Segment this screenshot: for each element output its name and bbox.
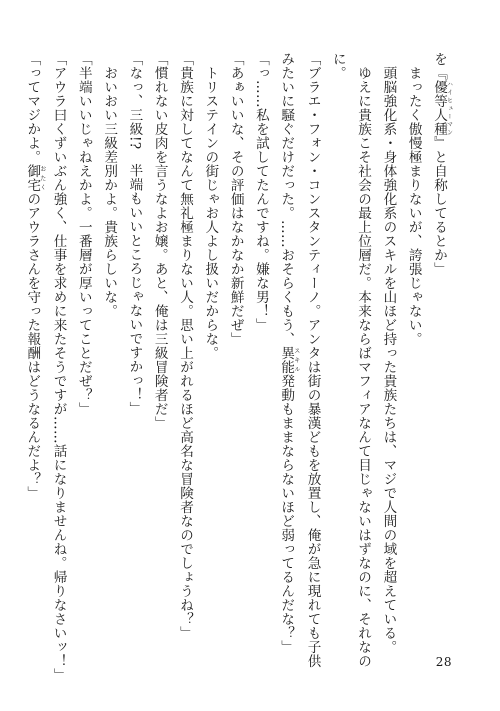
text-line bbox=[325, 52, 350, 612]
text-segment: 「ってマジかよ。 bbox=[24, 52, 41, 164]
text-line bbox=[197, 52, 222, 612]
text-segment: 発動もままならないほど弱ってるんだな？」 bbox=[278, 374, 295, 654]
text-line bbox=[172, 52, 197, 640]
text-line bbox=[248, 52, 273, 612]
text-segment: おいおい三級差別かよ。貴族らしいな。 bbox=[101, 52, 118, 318]
text-line bbox=[426, 52, 452, 612]
text-line bbox=[299, 52, 324, 668]
text-segment: トリステインの街じゃお人よし扱いだからな。 bbox=[202, 52, 219, 360]
text-line bbox=[71, 52, 96, 612]
text-segment: ゆえに貴族こそ社会の最上位層だ。本来ならばマフィアなんて目じゃないはずなのに、それなの bbox=[355, 52, 372, 668]
text-segment: のアウラさんを守った報酬はどうなるんだよ？」 bbox=[24, 192, 41, 500]
text-line bbox=[96, 52, 121, 612]
text-line bbox=[222, 52, 247, 612]
text-segment: 「あぁいいな、その評価はなかなか新鮮だぜ」 bbox=[227, 52, 244, 346]
text-segment: 「貴族に対してなんて無礼極まりない人。思い上がれるほど高名な冒険者なのでしょうね？」 bbox=[177, 52, 194, 640]
page-number: 28 bbox=[435, 655, 452, 669]
text-segment: 「ブラエ・フォン・コンスタンティーノ。アンタは街の暴漢どもを放置し、俺が急に現れても子供 bbox=[304, 52, 321, 668]
text-line bbox=[375, 52, 400, 654]
text-segment: 「慣れない皮肉を言うなよお嬢。あと、俺は三級冒険者だ」 bbox=[151, 52, 168, 430]
ruby-reading: ハイヒューマン bbox=[445, 80, 453, 136]
text-line bbox=[146, 52, 171, 612]
text-line bbox=[273, 52, 300, 654]
ruby-reading: スキル bbox=[292, 346, 300, 374]
text-segment: 「アウラ曰くずいぶん強く、仕事を求めに来たそうですが……話になりませんね。帰りなさいッ！」 bbox=[50, 52, 67, 682]
ruby-word bbox=[278, 346, 300, 374]
ruby-word bbox=[431, 80, 453, 136]
text-segment: 「半端いいじゃねえかよ。一番層が厚いってことだぜ？」 bbox=[75, 52, 92, 416]
text-line bbox=[45, 52, 70, 682]
ruby-base: 異能 bbox=[278, 346, 295, 374]
text-line bbox=[19, 52, 45, 612]
ruby-base: 御宅 bbox=[24, 164, 41, 192]
text-segment: 』と自称してるとか」 bbox=[431, 136, 447, 276]
ruby-word bbox=[24, 164, 46, 192]
text-segment: 頭脳強化系・身体強化系のスキルを山ほど持った貴族たちは、マジで人間の域を超えている。 bbox=[380, 52, 397, 654]
text-segment: に。 bbox=[329, 52, 346, 80]
ruby-reading: おたく bbox=[38, 164, 46, 192]
text-segment: まったく傲慢極まりないが、誇張じゃない。 bbox=[405, 52, 422, 346]
text-segment: を『 bbox=[431, 52, 447, 80]
text-segment: 「っ……私を試してたんですね。嫌な男！」 bbox=[252, 52, 269, 332]
text-line bbox=[400, 52, 425, 612]
text-segment: 「なっ、三級!? 半端もいいところじゃないですかっ！」 bbox=[126, 52, 143, 416]
ruby-base: 優等人種 bbox=[431, 80, 447, 136]
text-segment: みたいに騒ぐだけだった。……おそらくもう、 bbox=[278, 52, 295, 346]
text-line bbox=[350, 52, 375, 668]
text-line bbox=[121, 52, 146, 612]
